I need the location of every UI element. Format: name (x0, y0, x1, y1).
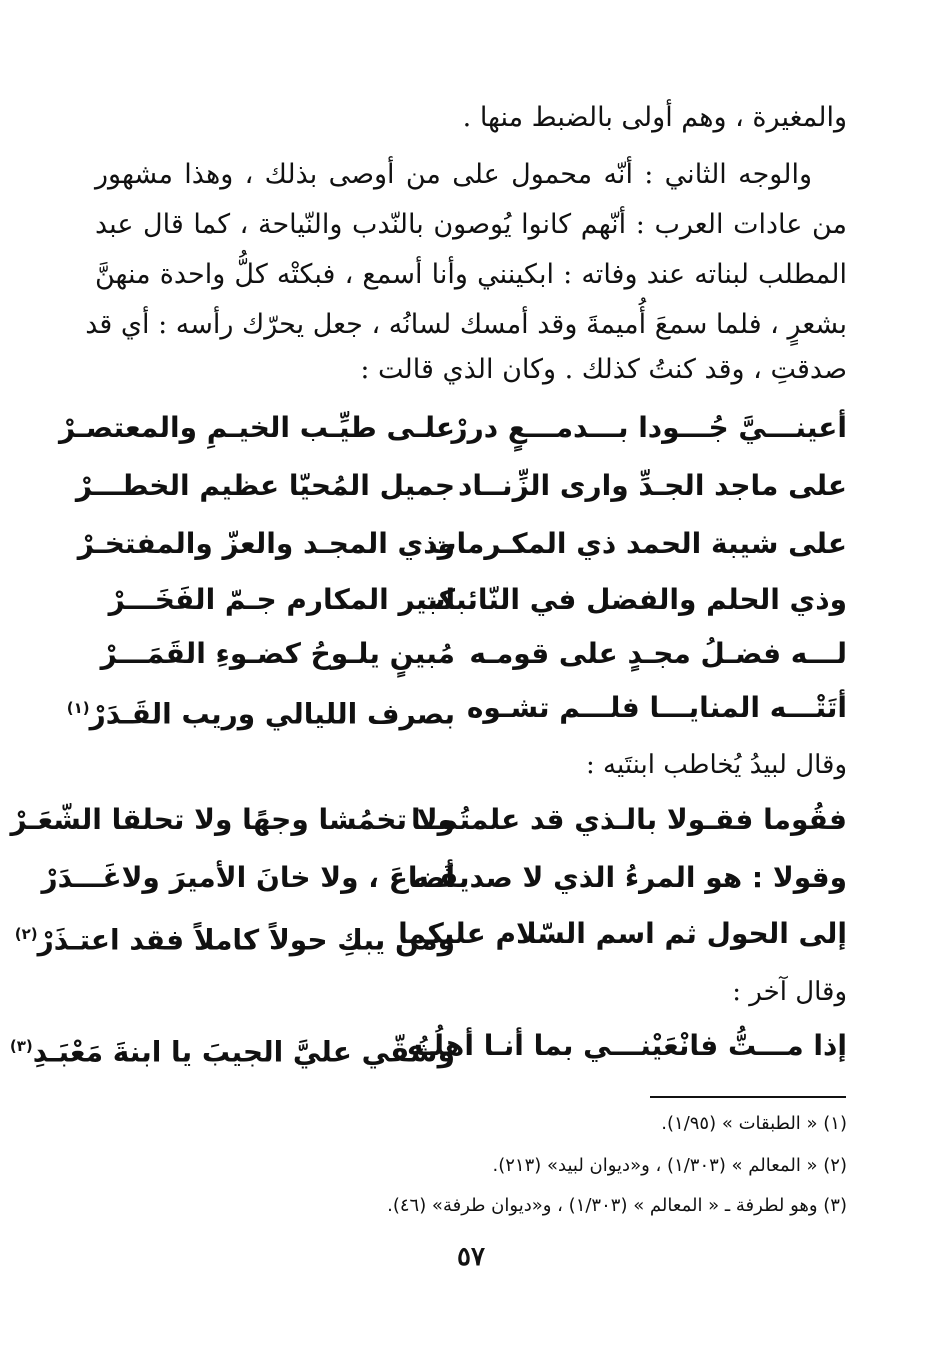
poem-intro: وقال لبيدُ يُخاطب ابنتَيه : (586, 750, 847, 780)
verse-second-hemistich: مُبينٍ يلـوحُ كضـوءِ القَمَـــرْ (100, 637, 455, 670)
verse-second-hemistich: كبير المكارم جـمّ الفَخَـــرْ (108, 583, 455, 616)
verse-second-hemistich: جميل المُحيّا عظيم الخطـــرْ (75, 469, 455, 502)
footnote-marker: (٣) (9, 1037, 33, 1055)
footnote: (٢) « المعالم » (١/٣٠٣) ، و«ديوان لبيد» (٢١٣). (492, 1155, 847, 1176)
verse-first-hemistich: على شيبة الحمد ذي المكـرمات (428, 527, 847, 560)
poem-intro: وقال آخر : (732, 977, 847, 1007)
verse-second-hemistich: علـى طيِّـب الخيـمِ والمعتصـرْ (58, 411, 455, 444)
verse-line (77, 520, 847, 568)
footnote-marker: (١) (66, 699, 90, 717)
verse-second-hemistich: ولا تخمُشا وجهًا ولا تحلقا الشّعَـرْ (10, 803, 455, 836)
verse-first-hemistich: إلى الحول ثم اسم السّلام عليكما (398, 917, 847, 950)
footnote: (١) « الطبقات » (١/٩٥). (661, 1113, 847, 1134)
prose-line: والمغيرة ، وهم أولى بالضبط منها . (462, 102, 847, 133)
verse-line (9, 1022, 847, 1070)
footnote: (٣) وهو لطرفة ـ « المعالم » (١/٣٠٣) ، و«ديوان طرفة» (٤٦). (387, 1195, 847, 1216)
verse-first-hemistich: فقُوما فقـولا بالـذي قد علمتُمــا (411, 803, 847, 836)
verse-first-hemistich: إذا مـــتُّ فانْعَيْنـــي بما أنـا أهلُـه (406, 1029, 847, 1062)
verse-line (66, 684, 847, 732)
hemistich-text: وشُقّي عليَّ الجيبَ يا ابنةَ مَعْبَـدِ (32, 1035, 455, 1069)
hemistich-text: بصرف الليالي وريب القَـدَرْ (89, 697, 455, 731)
prose-line: بشعرٍ ، فلما سمعَ أُميمةَ وقد أمسك لسانُه ، جعل يحرّك رأسه : أي قد (85, 309, 847, 340)
verse-first-hemistich: أتَتْـــه المنايـــا فلـــم تشـوه (466, 691, 847, 724)
verse-second-hemistich: أضاعَ ، ولا خانَ الأميرَ ولاغَـــدَرْ (41, 861, 455, 894)
footnote-marker: (٢) (14, 925, 38, 943)
verse-first-hemistich: على ماجد الجـدِّ وارى الزِّنــاد (458, 469, 847, 502)
verse-second-hemistich-with-footnote (9, 1022, 455, 1076)
hemistich-text: ومن يبكِ حولاً كاملاً فقد اعتـذَرْ (37, 923, 455, 957)
verse-line (95, 576, 847, 624)
prose-line: من عادات العرب : أنّهم كانوا يُوصون بالنّدب والنّياحة ، كما قال عبد (95, 209, 847, 240)
verse-second-hemistich-with-footnote (66, 684, 455, 738)
verse-line (10, 796, 847, 844)
footnote-separator (650, 1096, 846, 1098)
verse-first-hemistich: أعينـــيَّ جُـــودا بـــدمـــعٍ دررْ (451, 411, 847, 444)
verse-second-hemistich: وذي المجـد والعزّ والمفتخـرْ (77, 527, 455, 560)
prose-line: المطلب لبناته عند وفاته : ابكينني وأنا أسمع ، فبكتْه كلُّ واحدة منهنَّ (95, 259, 847, 290)
verse-first-hemistich: وقولا : هو المرءُ الذي لا صديقَـه (412, 861, 847, 894)
verse-second-hemistich-with-footnote (14, 910, 455, 964)
verse-first-hemistich: وذي الحلم والفضل في النّائبات (417, 583, 847, 616)
verse-line (58, 404, 847, 452)
prose-line: والوجه الثاني : أنّه محمول على من أوصى بذلك ، وهذا مشهور (95, 159, 812, 190)
verse-line (75, 462, 847, 510)
page-number: ٥٧ (457, 1242, 485, 1272)
verse-line (14, 910, 847, 958)
verse-line (95, 630, 847, 678)
verse-line (41, 854, 847, 902)
verse-first-hemistich: لـــه فضـلُ مجـدٍ على قومـه (469, 637, 847, 670)
prose-line: صدقتِ ، وقد كنتُ كذلك . وكان الذي قالت : (360, 354, 847, 385)
